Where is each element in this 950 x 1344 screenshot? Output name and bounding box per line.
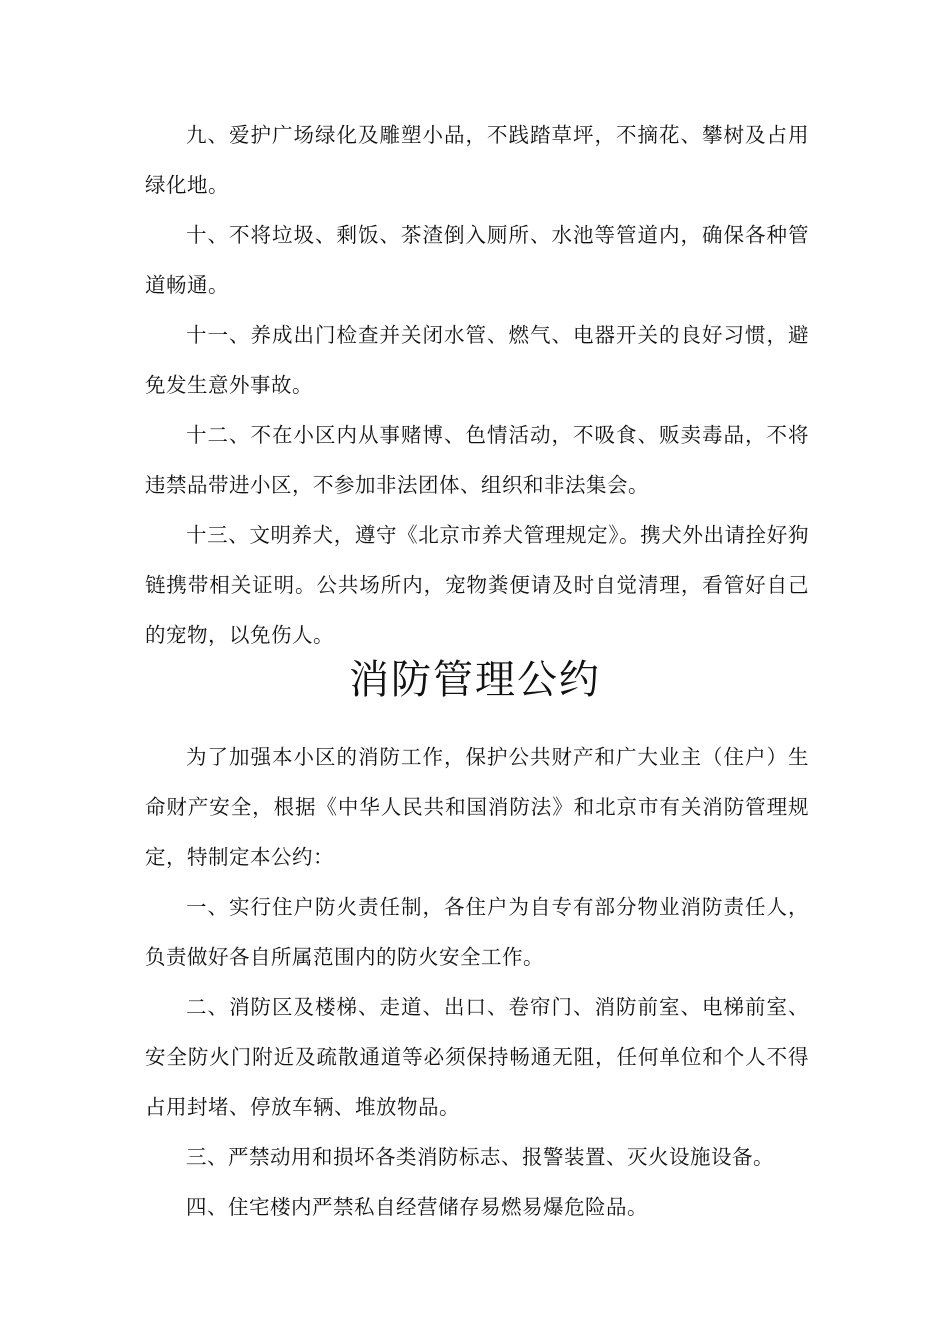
rule-13-paragraph: 十三、文明养犬，遵守《北京市养犬管理规定》。携犬外出请拴好狗链携带相关证明。公共场所内，宠物粪便请及时自觉清理，看管好自己的宠物，以免伤人。 (145, 523, 809, 647)
rule-11-paragraph: 十一、养成出门检查并关闭水管、燃气、电器开关的良好习惯，避免发生意外事故。 (145, 323, 809, 397)
rule-9-paragraph: 九、爱护广场绿化及雕塑小品，不践踏草坪，不摘花、攀树及占用绿化地。 (145, 123, 809, 197)
fire-management-title: 消防管理公约 (349, 657, 601, 703)
fire-intro-paragraph: 为了加强本小区的消防工作，保护公共财产和广大业主（住户）生命财产安全，根据《中华人民共和国消防法》和北京市有关消防管理规定，特制定本公约： (145, 745, 809, 869)
fire-management-section (145, 732, 809, 1232)
fire-rule-4-paragraph: 四、住宅楼内严禁私自经营储存易燃易爆危险品。 (186, 1195, 648, 1219)
fire-rule-3-paragraph: 三、严禁动用和损坏各类消防标志、报警装置、灭火设施设备。 (186, 1145, 774, 1169)
rules-continued-section (145, 110, 809, 660)
fire-rule-2-paragraph: 二、消防区及楼梯、走道、出口、卷帘门、消防前室、电梯前室、安全防火门附近及疏散通道等必须保持畅通无阻，任何单位和个人不得占用封堵、停放车辆、堆放物品。 (145, 995, 809, 1119)
rule-10-paragraph: 十、不将垃圾、剩饭、茶渣倒入厕所、水池等管道内，确保各种管道畅通。 (145, 223, 809, 297)
rule-12-paragraph: 十二、不在小区内从事赌博、色情活动，不吸食、贩卖毒品，不将违禁品带进小区，不参加非法团体、组织和非法集会。 (145, 423, 809, 497)
fire-rule-1-paragraph: 一、实行住户防火责任制，各住户为自专有部分物业消防责任人，负责做好各自所属范围内的防火安全工作。 (145, 895, 809, 969)
